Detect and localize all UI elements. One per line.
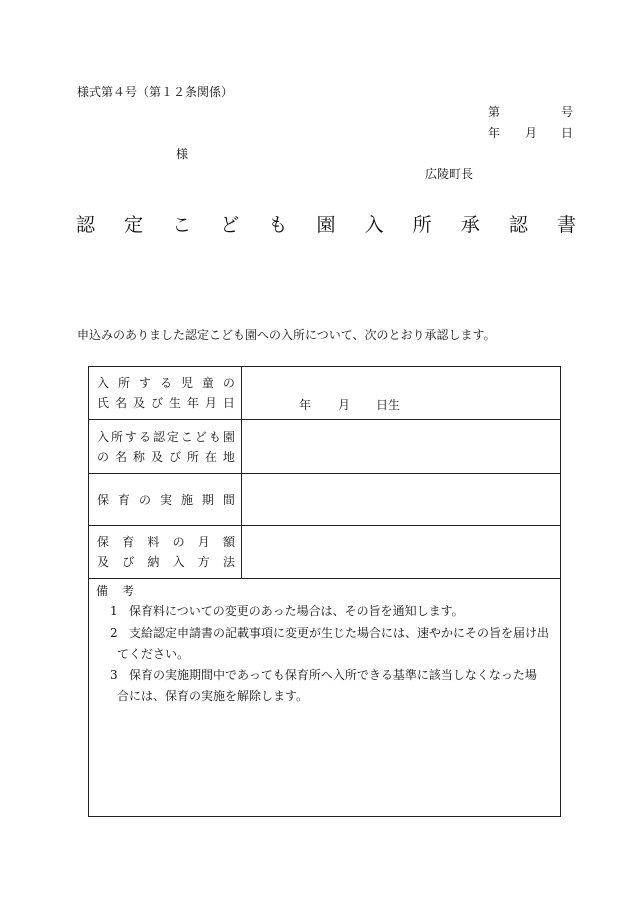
- label-char: 実: [159, 492, 172, 507]
- remarks-heading-char: 備: [96, 584, 109, 598]
- label-char: 育: [117, 492, 130, 507]
- date-year-label: 年: [488, 126, 501, 140]
- label-char: 期: [201, 492, 214, 507]
- title-char: 入: [364, 214, 384, 236]
- label-char: の: [138, 492, 151, 507]
- remark-number: 2: [110, 626, 118, 640]
- label-char: 間: [222, 492, 235, 507]
- intro-text: 申込みのありました認定こども園への入所について、次のとおり承認します。: [77, 328, 496, 342]
- label-char: び: [168, 449, 181, 464]
- title-char: 書: [556, 214, 576, 236]
- label-char: 称: [132, 449, 145, 464]
- remark-text-continued: てください。: [117, 647, 190, 661]
- birth-year-label: 年: [299, 398, 312, 412]
- label-char: 保: [97, 492, 110, 507]
- label-char: の: [97, 449, 110, 464]
- label-char: 法: [222, 555, 235, 569]
- birth-month-label: 月: [338, 398, 351, 412]
- label-care-period: [89, 474, 242, 525]
- label-char: 入: [97, 429, 110, 444]
- title-char: も: [268, 214, 288, 236]
- remark-text: 保育の実施期間中であっても保育所へ入所できる基準に該当しなくなった場: [129, 668, 537, 682]
- title-char: 園: [316, 214, 336, 236]
- label-char: 及: [132, 396, 145, 410]
- title-char: 承: [460, 214, 480, 236]
- label-child-name: [89, 367, 242, 419]
- label-char: 額: [222, 535, 235, 549]
- label-facility: [89, 420, 242, 473]
- row-care-period: [89, 474, 560, 526]
- label-char: 入: [97, 376, 110, 390]
- title-char: 認: [508, 214, 528, 236]
- remarks-section: [89, 579, 560, 816]
- label-char: の: [172, 535, 185, 549]
- label-char: 及: [150, 449, 163, 464]
- birth-day-label: 日生: [376, 398, 401, 412]
- label-char: び: [150, 396, 163, 410]
- label-char: 月: [204, 396, 217, 410]
- label-char: 保: [97, 535, 110, 549]
- label-char: 所: [186, 449, 199, 464]
- label-char: 方: [197, 555, 210, 569]
- label-char: 認: [152, 429, 165, 444]
- remark-text: 支給認定申請書の記載事項に変更が生じた場合には、速やかにその旨を届け出: [129, 626, 550, 640]
- form-number: 様式第４号（第１２条関係）: [77, 85, 234, 99]
- date-month-label: 月: [525, 126, 538, 140]
- remark-number: 1: [110, 604, 118, 618]
- label-char: 生: [168, 396, 181, 410]
- label-char: 料: [147, 535, 160, 549]
- label-char: 園: [222, 429, 235, 444]
- label-char: 在: [204, 449, 217, 464]
- label-char: の: [222, 376, 235, 390]
- remark-text-continued: 合には、保育の実施を解除します。: [117, 689, 309, 703]
- title-char: 所: [412, 214, 432, 236]
- row-facility: [89, 420, 560, 474]
- label-char: る: [159, 376, 172, 390]
- label-char: 名: [114, 449, 127, 464]
- issuer: 広陵町長: [425, 167, 474, 181]
- row-fee: [89, 526, 560, 579]
- label-char: 年: [186, 396, 199, 410]
- label-char: 日: [222, 396, 235, 410]
- label-char: 所: [117, 376, 130, 390]
- label-char: 育: [122, 535, 135, 549]
- number-suffix: 号: [561, 105, 574, 119]
- title-char: ど: [220, 214, 240, 236]
- title-char: 定: [124, 214, 144, 236]
- row-child-name: [89, 367, 560, 420]
- label-char: こ: [180, 429, 193, 444]
- label-char: 氏: [97, 396, 110, 410]
- title-char: こ: [172, 214, 192, 236]
- label-char: 児: [180, 376, 193, 390]
- label-fee: [89, 526, 242, 578]
- label-char: 納: [147, 555, 160, 569]
- label-char: 入: [172, 555, 185, 569]
- label-char: る: [138, 429, 151, 444]
- date-day-label: 日: [561, 126, 574, 140]
- addressee-suffix: 様: [176, 147, 189, 161]
- remarks-heading: [96, 584, 134, 598]
- number-prefix: 第: [488, 105, 501, 119]
- label-char: び: [122, 555, 135, 569]
- form-table: [88, 366, 561, 817]
- label-char: ど: [194, 429, 207, 444]
- remark-text: 保育料についての変更のあった場合は、その旨を通知します。: [129, 604, 464, 618]
- label-char: す: [138, 376, 151, 390]
- label-char: 及: [97, 555, 110, 569]
- label-char: 所: [110, 429, 123, 444]
- label-char: す: [124, 429, 137, 444]
- label-char: 施: [180, 492, 193, 507]
- remark-number: 3: [110, 668, 118, 682]
- label-char: 地: [222, 449, 235, 464]
- title-char: 認: [76, 214, 96, 236]
- label-char: 月: [197, 535, 210, 549]
- label-char: も: [208, 429, 221, 444]
- page-title: [76, 213, 576, 237]
- label-char: 童: [201, 376, 214, 390]
- remarks-heading-char: 考: [122, 584, 135, 598]
- label-char: 名: [114, 396, 127, 410]
- label-char: 定: [166, 429, 179, 444]
